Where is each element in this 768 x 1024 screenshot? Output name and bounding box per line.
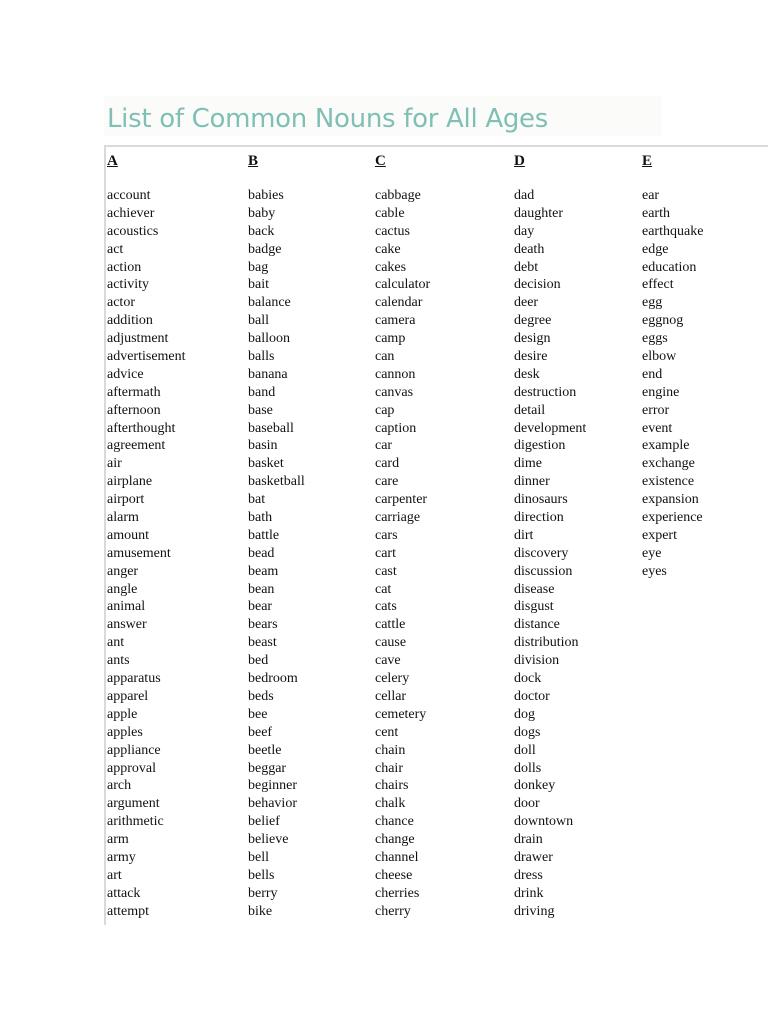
word-item: arithmetic	[107, 814, 164, 830]
word-item: actor	[107, 295, 135, 311]
word-item: airport	[107, 492, 145, 508]
word-item: celery	[375, 671, 410, 687]
word-item: earth	[642, 205, 670, 221]
word-item: channel	[375, 849, 419, 865]
word-item: apparel	[107, 688, 149, 704]
word-item: canvas	[375, 384, 414, 400]
word-item: dog	[514, 706, 535, 722]
word-item: amusement	[107, 545, 171, 561]
word-list-d	[514, 187, 586, 921]
word-item: detail	[514, 402, 546, 418]
word-item: bee	[248, 706, 268, 722]
word-item: earthquake	[642, 223, 704, 239]
word-item: caption	[375, 420, 417, 436]
word-item: band	[248, 384, 276, 400]
word-item: desire	[514, 349, 548, 365]
word-item: cake	[375, 241, 401, 257]
word-item: camera	[375, 313, 416, 329]
word-item: cheese	[375, 867, 413, 883]
word-item: achiever	[107, 205, 155, 221]
word-item: chalk	[375, 796, 406, 812]
word-item: banana	[248, 366, 288, 382]
word-item: bag	[248, 259, 269, 275]
word-item: acoustics	[107, 223, 159, 239]
word-item: base	[248, 402, 273, 418]
word-item: basin	[248, 438, 278, 454]
word-item: disgust	[514, 599, 554, 615]
word-item: bears	[248, 617, 278, 633]
word-item: advice	[107, 366, 144, 382]
word-item: effect	[642, 277, 674, 293]
word-item: battle	[248, 527, 280, 543]
word-item: bed	[248, 653, 269, 669]
column-b	[248, 151, 305, 921]
word-item: anger	[107, 563, 139, 579]
word-item: debt	[514, 259, 539, 275]
word-item: belief	[248, 814, 280, 830]
word-item: art	[107, 867, 122, 883]
word-item: destruction	[514, 384, 577, 400]
word-item: cactus	[375, 223, 410, 239]
word-item: decision	[514, 277, 561, 293]
word-item: eyes	[642, 563, 667, 579]
word-item: card	[375, 456, 400, 472]
word-item: bead	[248, 545, 275, 561]
word-item: eggnog	[642, 313, 684, 329]
word-item: dinner	[514, 474, 550, 490]
word-item: change	[375, 832, 415, 848]
word-item: attempt	[107, 903, 149, 919]
word-item: back	[248, 223, 275, 239]
word-item: activity	[107, 277, 149, 293]
word-item: balance	[248, 295, 291, 311]
column-header-a: A	[107, 153, 118, 169]
word-item: degree	[514, 313, 552, 329]
column-header-e: E	[642, 153, 653, 169]
word-item: baby	[248, 205, 276, 221]
page-title: List of Common Nouns for All Ages	[107, 104, 548, 134]
word-item: dinosaurs	[514, 492, 568, 508]
word-item: afternoon	[107, 402, 161, 418]
word-item: cats	[375, 599, 397, 615]
word-item: agreement	[107, 438, 166, 454]
word-item: exchange	[642, 456, 695, 472]
word-item: dress	[514, 867, 543, 883]
word-item: chain	[375, 742, 406, 758]
word-item: air	[107, 456, 122, 472]
word-item: cent	[375, 724, 399, 740]
word-item: argument	[107, 796, 160, 812]
word-item: dogs	[514, 724, 541, 740]
word-item: beds	[248, 688, 274, 704]
column-c	[375, 151, 430, 921]
word-item: cat	[375, 581, 392, 597]
word-item: answer	[107, 617, 147, 633]
word-item: ball	[248, 313, 269, 329]
word-item: addition	[107, 313, 153, 329]
word-item: cap	[375, 402, 395, 418]
word-item: ant	[107, 635, 125, 651]
word-item: cemetery	[375, 706, 427, 722]
word-item: end	[642, 366, 663, 382]
word-item: deer	[514, 295, 539, 311]
word-item: discovery	[514, 545, 569, 561]
word-item: dirt	[514, 527, 534, 543]
word-item: account	[107, 188, 151, 203]
word-item: desk	[514, 366, 540, 382]
word-item: cause	[375, 635, 407, 651]
word-item: basketball	[248, 474, 305, 490]
word-list-c	[375, 187, 430, 921]
word-item: distance	[514, 617, 560, 633]
word-item: beginner	[248, 778, 297, 794]
word-item: cave	[375, 653, 401, 669]
word-item: amount	[107, 527, 149, 543]
word-item: aftermath	[107, 384, 161, 400]
word-list-a	[107, 187, 186, 921]
column-d	[514, 151, 586, 921]
word-item: education	[642, 259, 697, 275]
word-item: expert	[642, 527, 677, 543]
word-item: doll	[514, 742, 536, 758]
column-e	[642, 151, 703, 581]
word-list-e	[642, 187, 703, 581]
word-item: ants	[107, 653, 130, 669]
word-item: cattle	[375, 617, 406, 633]
word-item: behavior	[248, 796, 297, 812]
word-item: camp	[375, 331, 406, 347]
column-header-d: D	[514, 153, 525, 169]
word-item: ear	[642, 188, 660, 203]
word-item: animal	[107, 599, 146, 615]
column-header-b: B	[248, 153, 259, 169]
word-item: donkey	[514, 778, 556, 794]
word-item: cherries	[375, 885, 420, 901]
word-item: apples	[107, 724, 143, 740]
column-header-c: C	[375, 153, 386, 169]
word-item: arch	[107, 778, 132, 794]
word-item: babies	[248, 188, 284, 203]
word-item: carpenter	[375, 492, 428, 508]
word-item: bait	[248, 277, 269, 293]
word-item: cable	[375, 205, 405, 221]
word-item: disease	[514, 581, 555, 597]
word-item: beam	[248, 563, 279, 579]
word-item: dock	[514, 671, 542, 687]
word-item: believe	[248, 832, 289, 848]
word-item: direction	[514, 510, 564, 526]
word-item: bells	[248, 867, 275, 883]
word-item: experience	[642, 510, 703, 526]
word-item: error	[642, 402, 670, 418]
word-item: balloon	[248, 331, 290, 347]
word-item: angle	[107, 581, 138, 597]
word-item: drawer	[514, 849, 553, 865]
word-item: design	[514, 331, 551, 347]
word-item: calendar	[375, 295, 423, 311]
word-item: expansion	[642, 492, 699, 508]
word-item: beggar	[248, 760, 287, 776]
word-item: care	[375, 474, 399, 490]
column-a	[107, 151, 186, 921]
word-item: beetle	[248, 742, 282, 758]
word-item: event	[642, 420, 673, 436]
word-item: airplane	[107, 474, 153, 490]
word-item: driving	[514, 903, 555, 919]
word-item: drain	[514, 832, 543, 848]
word-item: door	[514, 796, 540, 812]
word-list-b	[248, 187, 305, 921]
word-item: bell	[248, 849, 269, 865]
word-item: arm	[107, 832, 129, 848]
word-item: example	[642, 438, 690, 454]
word-item: approval	[107, 760, 156, 776]
word-item: bat	[248, 492, 266, 508]
word-item: apparatus	[107, 671, 161, 687]
word-item: cherry	[375, 903, 411, 919]
word-item: dad	[514, 188, 535, 203]
word-item: day	[514, 223, 535, 239]
word-item: engine	[642, 384, 680, 400]
word-item: appliance	[107, 742, 161, 758]
word-item: existence	[642, 474, 695, 490]
word-item: cakes	[375, 259, 407, 275]
word-item: car	[375, 438, 393, 454]
word-item: can	[375, 349, 395, 365]
word-item: cabbage	[375, 188, 421, 203]
word-item: carriage	[375, 510, 421, 526]
word-item: action	[107, 259, 142, 275]
word-item: cart	[375, 545, 396, 561]
word-item: elbow	[642, 349, 677, 365]
word-item: bike	[248, 903, 273, 919]
word-item: beast	[248, 635, 277, 651]
word-item: chairs	[375, 778, 409, 794]
word-item: eye	[642, 545, 662, 561]
word-item: division	[514, 653, 560, 669]
word-item: chair	[375, 760, 403, 776]
word-item: apple	[107, 706, 138, 722]
word-item: bear	[248, 599, 273, 615]
word-item: beef	[248, 724, 273, 740]
word-item: bath	[248, 510, 273, 526]
word-item: drink	[514, 885, 544, 901]
word-item: dolls	[514, 760, 542, 776]
word-item: advertisement	[107, 349, 186, 365]
word-item: balls	[248, 349, 275, 365]
word-item: death	[514, 241, 545, 257]
word-item: afterthought	[107, 420, 176, 436]
word-item: discussion	[514, 563, 573, 579]
word-item: downtown	[514, 814, 574, 830]
word-item: distribution	[514, 635, 579, 651]
word-item: calculator	[375, 277, 431, 293]
word-item: bean	[248, 581, 275, 597]
word-item: adjustment	[107, 331, 169, 347]
word-item: edge	[642, 241, 669, 257]
word-item: cars	[375, 527, 398, 543]
word-item: cast	[375, 563, 397, 579]
word-item: baseball	[248, 420, 294, 436]
word-item: badge	[248, 241, 282, 257]
word-item: army	[107, 849, 136, 865]
word-item: basket	[248, 456, 284, 472]
word-item: berry	[248, 885, 278, 901]
word-item: act	[107, 241, 124, 257]
word-item: alarm	[107, 510, 139, 526]
word-item: eggs	[642, 331, 668, 347]
word-item: daughter	[514, 205, 563, 221]
word-item: development	[514, 420, 587, 436]
word-item: bedroom	[248, 671, 298, 687]
word-item: cannon	[375, 366, 416, 382]
word-item: attack	[107, 885, 141, 901]
word-item: chance	[375, 814, 414, 830]
word-item: doctor	[514, 688, 550, 704]
word-item: dime	[514, 456, 542, 472]
word-item: egg	[642, 295, 663, 311]
word-item: cellar	[375, 688, 407, 704]
word-item: digestion	[514, 438, 566, 454]
